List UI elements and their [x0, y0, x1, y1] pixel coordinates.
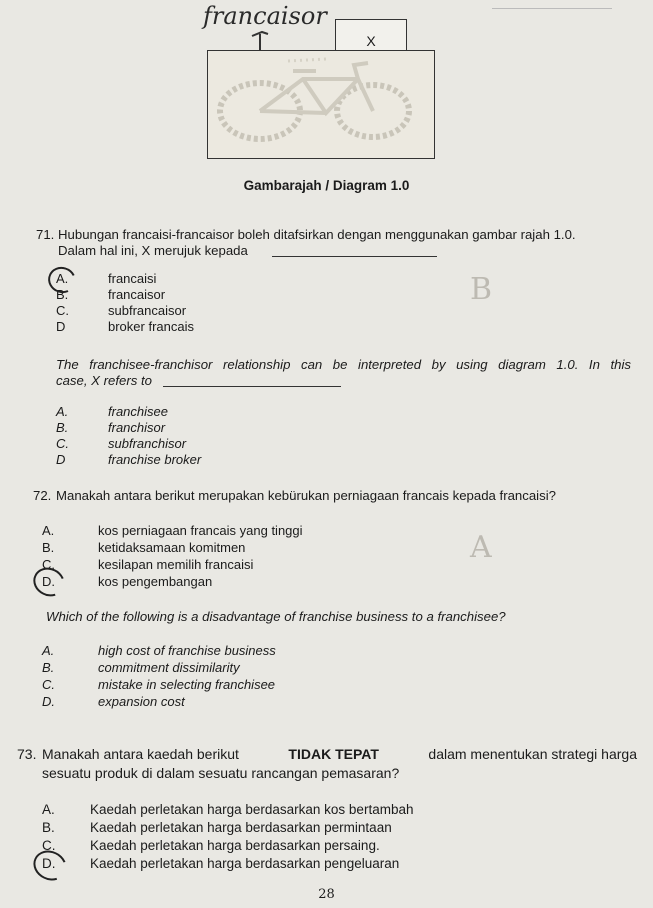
q73-stem-emphasis: TIDAK TEPAT [288, 746, 379, 762]
q72-bm-option-c: C. kesilapan memilih francaisi [42, 557, 254, 572]
q71-bm-option-d: D broker francais [56, 319, 194, 334]
q71-stem-bm-line2: Dalam hal ini, X merujuk kepada [58, 243, 248, 258]
q72-bm-option-a: A. kos perniagaan francais yang tinggi [42, 523, 303, 538]
q73-option-b: B. Kaedah perletakan harga berdasarkan permintaan [42, 820, 392, 835]
q71-en-option-b: B. franchisor [56, 420, 166, 435]
q71-stem-bm-line1: Hubungan francaisi-francaisor boleh ditafsirkan dengan menggunakan gambar rajah 1.0. [58, 227, 576, 242]
diagram-callout: X [335, 19, 407, 63]
q71-stem-en-line2: case, X refers to [56, 373, 153, 388]
q71-bm-option-c: C. subfrancaisor [56, 303, 187, 318]
q72-en-option-d: D. expansion cost [42, 694, 185, 709]
q72-stem-bm: Manakah antara berikut merupakan kebürukan perniagaan francais kepada francaisi? [56, 488, 556, 503]
answer-blank-line [272, 256, 437, 257]
answer-blank-line [163, 386, 341, 387]
q73-option-c: C. Kaedah perletakan harga berdasarkan persaing. [42, 838, 380, 853]
handwritten-answer: A [470, 530, 492, 565]
q71-number: 71. [36, 227, 55, 242]
q73-stem-part2: dalam menentukan strategi harga [428, 746, 637, 762]
q72-en-option-a: A. high cost of franchise business [42, 643, 276, 658]
q73-stem-line2: sesuatu produk di dalam sesuatu rancangan pemasaran? [42, 765, 400, 781]
q72-en-option-c: C. mistake in selecting franchisee [42, 677, 276, 692]
q71-en-option-d: D franchise broker [56, 452, 202, 467]
q73-stem-part1: Manakah antara kaedah berikut [42, 746, 239, 762]
q72-bm-option-b: B. ketidaksamaan komitmen [42, 540, 246, 555]
q72-bm-option-d: D. kos pengembangan [42, 574, 213, 589]
page-edge-line [492, 8, 612, 9]
q72-en-option-b: B. commitment dissimilarity [42, 660, 240, 675]
q72-number: 72. [33, 488, 52, 503]
q71-en-option-c: C. subfranchisor [56, 436, 187, 451]
q71-stem-en-line1: The franchisee-franchisor relationship can be interpreted by using diagram 1.0. In this [56, 357, 631, 372]
q73-stem-line1 [42, 746, 637, 763]
q73-option-a: A. Kaedah perletakan harga berdasarkan kos bertambah [42, 802, 414, 817]
q72-stem-en: Which of the following is a disadvantage of franchise business to a franchisee? [46, 609, 506, 624]
q73-number: 73. [17, 746, 37, 762]
page-number: 28 [318, 887, 335, 902]
q71-en-option-a: A. franchisee [56, 404, 168, 419]
bicycle-icon [208, 51, 434, 158]
diagram-caption: Gambarajah / Diagram 1.0 [243, 178, 410, 193]
handwritten-answer: B [470, 272, 493, 307]
q71-bm-option-b: B. francaisor [56, 287, 166, 302]
handwritten-label: francaisor [203, 2, 327, 30]
q73-option-d: D. Kaedah perletakan harga berdasarkan pengeluaran [42, 856, 400, 871]
diagram-box [207, 50, 435, 159]
q71-bm-option-a: A. francaisi [56, 271, 157, 286]
